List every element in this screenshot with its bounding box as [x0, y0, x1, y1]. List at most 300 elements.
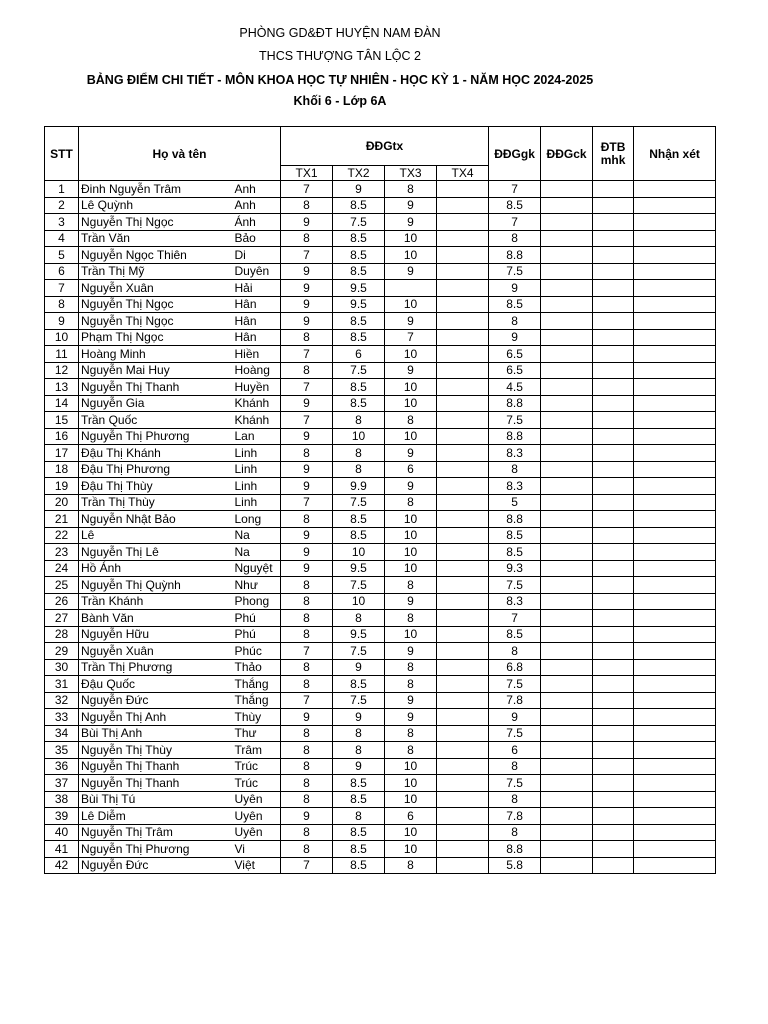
tx4-cell: [437, 511, 489, 528]
table-row: [45, 313, 716, 330]
table-row: [45, 610, 716, 627]
given-name-cell: Di: [233, 247, 281, 264]
surname-cell: Nguyễn Thị Ngọc: [79, 313, 233, 330]
tx2-cell: 10: [333, 593, 385, 610]
surname-cell: Nguyễn Gia: [79, 395, 233, 412]
surname-cell: Nguyễn Hữu: [79, 626, 233, 643]
tx3-cell: 8: [385, 181, 437, 198]
tx2-cell: 10: [333, 428, 385, 445]
ddggk-cell: 8: [489, 643, 541, 660]
tx4-cell: [437, 659, 489, 676]
tx1-cell: 8: [281, 758, 333, 775]
table-row: [45, 461, 716, 478]
tx3-cell: 6: [385, 808, 437, 825]
ddgck-cell: [541, 247, 593, 264]
tx1-cell: 8: [281, 445, 333, 462]
dtb-cell: [593, 313, 634, 330]
ddgck-cell: [541, 478, 593, 495]
given-name-cell: Anh: [233, 181, 281, 198]
tx3-cell: 8: [385, 659, 437, 676]
tx4-cell: [437, 395, 489, 412]
stt-cell: 1: [45, 181, 79, 198]
tx4-cell: [437, 824, 489, 841]
header-tx4: TX4: [437, 166, 489, 181]
stt-cell: 16: [45, 428, 79, 445]
tx2-cell: 7.5: [333, 214, 385, 231]
tx4-cell: [437, 247, 489, 264]
header-tx2: TX2: [333, 166, 385, 181]
ddggk-cell: 8: [489, 461, 541, 478]
table-row: [45, 527, 716, 544]
ddgck-cell: [541, 346, 593, 363]
note-cell: [634, 857, 716, 874]
dtb-cell: [593, 824, 634, 841]
stt-cell: 12: [45, 362, 79, 379]
dtb-cell: [593, 544, 634, 561]
tx2-cell: 7.5: [333, 577, 385, 594]
surname-cell: Đậu Thị Phương: [79, 461, 233, 478]
ddggk-cell: 6: [489, 742, 541, 759]
ddggk-cell: 6.8: [489, 659, 541, 676]
header-tx1: TX1: [281, 166, 333, 181]
tx3-cell: 7: [385, 329, 437, 346]
stt-cell: 14: [45, 395, 79, 412]
note-cell: [634, 263, 716, 280]
ddgck-cell: [541, 725, 593, 742]
ddggk-cell: 9: [489, 280, 541, 297]
ddgck-cell: [541, 742, 593, 759]
note-cell: [634, 560, 716, 577]
tx3-cell: 10: [385, 395, 437, 412]
table-row: [45, 329, 716, 346]
tx2-cell: 8.5: [333, 511, 385, 528]
tx3-cell: 10: [385, 511, 437, 528]
tx3-cell: 10: [385, 527, 437, 544]
ddgck-cell: [541, 197, 593, 214]
tx3-cell: 9: [385, 478, 437, 495]
stt-cell: 41: [45, 841, 79, 858]
ddggk-cell: 8.5: [489, 544, 541, 561]
ddggk-cell: 8.8: [489, 395, 541, 412]
tx4-cell: [437, 610, 489, 627]
table-row: [45, 544, 716, 561]
tx2-cell: 8: [333, 742, 385, 759]
ddggk-cell: 8.3: [489, 593, 541, 610]
surname-cell: Nguyễn Thị Thanh: [79, 758, 233, 775]
tx4-cell: [437, 296, 489, 313]
table-row: [45, 577, 716, 594]
stt-cell: 23: [45, 544, 79, 561]
tx3-cell: 10: [385, 791, 437, 808]
ddgck-cell: [541, 395, 593, 412]
tx3-cell: 10: [385, 346, 437, 363]
tx4-cell: [437, 857, 489, 874]
dtb-cell: [593, 247, 634, 264]
stt-cell: 5: [45, 247, 79, 264]
ddgck-cell: [541, 659, 593, 676]
tx3-cell: 10: [385, 544, 437, 561]
tx4-cell: [437, 643, 489, 660]
tx1-cell: 9: [281, 461, 333, 478]
stt-cell: 10: [45, 329, 79, 346]
tx1-cell: 9: [281, 263, 333, 280]
given-name-cell: Uyên: [233, 808, 281, 825]
note-cell: [634, 742, 716, 759]
surname-cell: Phạm Thị Ngọc: [79, 329, 233, 346]
note-cell: [634, 527, 716, 544]
tx1-cell: 8: [281, 676, 333, 693]
tx2-cell: 8.5: [333, 824, 385, 841]
table-row: [45, 824, 716, 841]
given-name-cell: Vi: [233, 841, 281, 858]
dtb-cell: [593, 478, 634, 495]
ddggk-cell: 7.8: [489, 692, 541, 709]
surname-cell: Bùi Thị Anh: [79, 725, 233, 742]
ddggk-cell: 7: [489, 181, 541, 198]
given-name-cell: Nguyệt: [233, 560, 281, 577]
given-name-cell: Linh: [233, 461, 281, 478]
tx2-cell: 9.5: [333, 560, 385, 577]
given-name-cell: Na: [233, 544, 281, 561]
ddgck-cell: [541, 181, 593, 198]
dtb-cell: [593, 263, 634, 280]
tx4-cell: [437, 742, 489, 759]
given-name-cell: Na: [233, 527, 281, 544]
note-cell: [634, 329, 716, 346]
surname-cell: Nguyễn Nhật Bảo: [79, 511, 233, 528]
given-name-cell: Thảo: [233, 659, 281, 676]
stt-cell: 28: [45, 626, 79, 643]
ddggk-cell: 7.5: [489, 676, 541, 693]
tx3-cell: 10: [385, 824, 437, 841]
stt-cell: 37: [45, 775, 79, 792]
stt-cell: 13: [45, 379, 79, 396]
tx4-cell: [437, 478, 489, 495]
ddggk-cell: 8.5: [489, 197, 541, 214]
dtb-cell: [593, 412, 634, 429]
ddggk-cell: 8.8: [489, 841, 541, 858]
tx3-cell: 9: [385, 197, 437, 214]
given-name-cell: Uyên: [233, 824, 281, 841]
tx4-cell: [437, 692, 489, 709]
given-name-cell: Hải: [233, 280, 281, 297]
ddggk-cell: 5.8: [489, 857, 541, 874]
ddggk-cell: 8.5: [489, 626, 541, 643]
given-name-cell: Linh: [233, 494, 281, 511]
ddgck-cell: [541, 791, 593, 808]
header-ddgck: ĐĐGck: [541, 127, 593, 181]
ddgck-cell: [541, 461, 593, 478]
tx2-cell: 7.5: [333, 643, 385, 660]
tx1-cell: 8: [281, 725, 333, 742]
tx1-cell: 9: [281, 280, 333, 297]
tx4-cell: [437, 461, 489, 478]
note-cell: [634, 643, 716, 660]
given-name-cell: Long: [233, 511, 281, 528]
ddggk-cell: 8: [489, 230, 541, 247]
tx1-cell: 7: [281, 494, 333, 511]
surname-cell: Trần Thị Mỹ: [79, 263, 233, 280]
table-row: [45, 263, 716, 280]
ddgck-cell: [541, 313, 593, 330]
surname-cell: Nguyễn Thị Trâm: [79, 824, 233, 841]
tx3-cell: 10: [385, 560, 437, 577]
given-name-cell: Phong: [233, 593, 281, 610]
dtb-cell: [593, 758, 634, 775]
ddgck-cell: [541, 626, 593, 643]
tx4-cell: [437, 346, 489, 363]
tx2-cell: 8.5: [333, 313, 385, 330]
dtb-cell: [593, 808, 634, 825]
ddgck-cell: [541, 296, 593, 313]
ddggk-cell: 8: [489, 791, 541, 808]
tx2-cell: 8.5: [333, 791, 385, 808]
tx1-cell: 8: [281, 511, 333, 528]
header-dtb: ĐTB mhk: [593, 127, 634, 181]
table-row: [45, 758, 716, 775]
table-row: [45, 280, 716, 297]
stt-cell: 4: [45, 230, 79, 247]
given-name-cell: Phúc: [233, 643, 281, 660]
stt-cell: 38: [45, 791, 79, 808]
ddggk-cell: 7.5: [489, 263, 541, 280]
dtb-cell: [593, 379, 634, 396]
stt-cell: 6: [45, 263, 79, 280]
surname-cell: Trần Quốc: [79, 412, 233, 429]
given-name-cell: Trúc: [233, 775, 281, 792]
dtb-cell: [593, 296, 634, 313]
ddggk-cell: 7.5: [489, 775, 541, 792]
tx2-cell: 8.5: [333, 263, 385, 280]
stt-cell: 27: [45, 610, 79, 627]
table-row: [45, 346, 716, 363]
ddggk-cell: 8.5: [489, 527, 541, 544]
stt-cell: 7: [45, 280, 79, 297]
ddgck-cell: [541, 643, 593, 660]
table-row: [45, 445, 716, 462]
tx3-cell: 8: [385, 412, 437, 429]
ddggk-cell: 7: [489, 610, 541, 627]
stt-cell: 9: [45, 313, 79, 330]
ddgck-cell: [541, 577, 593, 594]
stt-cell: 35: [45, 742, 79, 759]
note-cell: [634, 395, 716, 412]
given-name-cell: Thư: [233, 725, 281, 742]
dtb-cell: [593, 280, 634, 297]
stt-cell: 22: [45, 527, 79, 544]
tx2-cell: 9: [333, 709, 385, 726]
dtb-cell: [593, 197, 634, 214]
surname-cell: Nguyễn Mai Huy: [79, 362, 233, 379]
table-row: [45, 659, 716, 676]
ddgck-cell: [541, 593, 593, 610]
note-cell: [634, 445, 716, 462]
note-cell: [634, 791, 716, 808]
department-name: PHÒNG GD&ĐT HUYỆN NAM ĐÀN: [239, 26, 441, 40]
ddggk-cell: 7.5: [489, 725, 541, 742]
given-name-cell: Anh: [233, 197, 281, 214]
note-cell: [634, 725, 716, 742]
tx4-cell: [437, 181, 489, 198]
header-tx3: TX3: [385, 166, 437, 181]
stt-cell: 40: [45, 824, 79, 841]
stt-cell: 32: [45, 692, 79, 709]
ddggk-cell: 7.5: [489, 577, 541, 594]
tx1-cell: 7: [281, 857, 333, 874]
tx3-cell: 9: [385, 263, 437, 280]
ddgck-cell: [541, 610, 593, 627]
ddgck-cell: [541, 412, 593, 429]
given-name-cell: Trúc: [233, 758, 281, 775]
given-name-cell: Bảo: [233, 230, 281, 247]
tx3-cell: 10: [385, 626, 437, 643]
stt-cell: 20: [45, 494, 79, 511]
tx4-cell: [437, 494, 489, 511]
tx1-cell: 7: [281, 379, 333, 396]
table-row: [45, 692, 716, 709]
stt-cell: 17: [45, 445, 79, 462]
note-cell: [634, 230, 716, 247]
table-row: [45, 511, 716, 528]
tx3-cell: 10: [385, 379, 437, 396]
given-name-cell: Hân: [233, 313, 281, 330]
surname-cell: Hồ Ánh: [79, 560, 233, 577]
table-row: [45, 775, 716, 792]
school-name: THCS THƯỢNG TÂN LỘC 2: [259, 49, 421, 63]
table-row: [45, 412, 716, 429]
surname-cell: Nguyễn Thị Thanh: [79, 775, 233, 792]
tx3-cell: 8: [385, 610, 437, 627]
surname-cell: Đậu Quốc: [79, 676, 233, 693]
note-cell: [634, 247, 716, 264]
tx3-cell: 9: [385, 214, 437, 231]
surname-cell: Bùi Thị Tú: [79, 791, 233, 808]
table-row: [45, 742, 716, 759]
ddggk-cell: 8.8: [489, 247, 541, 264]
stt-cell: 2: [45, 197, 79, 214]
tx2-cell: 8.5: [333, 197, 385, 214]
tx1-cell: 8: [281, 659, 333, 676]
given-name-cell: Thùy: [233, 709, 281, 726]
given-name-cell: Uyên: [233, 791, 281, 808]
ddgck-cell: [541, 329, 593, 346]
tx4-cell: [437, 280, 489, 297]
table-row: [45, 181, 716, 198]
header-note: Nhận xét: [634, 127, 716, 181]
surname-cell: Trần Văn: [79, 230, 233, 247]
table-row: [45, 626, 716, 643]
note-cell: [634, 544, 716, 561]
dtb-cell: [593, 346, 634, 363]
note-cell: [634, 676, 716, 693]
note-cell: [634, 626, 716, 643]
given-name-cell: Lan: [233, 428, 281, 445]
surname-cell: Nguyễn Ngọc Thiên: [79, 247, 233, 264]
ddgck-cell: [541, 527, 593, 544]
tx4-cell: [437, 593, 489, 610]
given-name-cell: Huyền: [233, 379, 281, 396]
tx1-cell: 9: [281, 527, 333, 544]
report-title: BẢNG ĐIỂM CHI TIẾT - MÔN KHOA HỌC TỰ NHIÊN - HỌC KỲ 1 - NĂM HỌC 2024-2025: [86, 73, 594, 87]
tx4-cell: [437, 791, 489, 808]
surname-cell: Nguyễn Thị Thùy: [79, 742, 233, 759]
ddggk-cell: 6.5: [489, 362, 541, 379]
dtb-cell: [593, 560, 634, 577]
dtb-cell: [593, 775, 634, 792]
tx1-cell: 9: [281, 560, 333, 577]
dtb-cell: [593, 329, 634, 346]
surname-cell: Lê Quỳnh: [79, 197, 233, 214]
stt-cell: 8: [45, 296, 79, 313]
dtb-cell: [593, 511, 634, 528]
tx4-cell: [437, 412, 489, 429]
stt-cell: 11: [45, 346, 79, 363]
table-row: [45, 676, 716, 693]
given-name-cell: Thắng: [233, 676, 281, 693]
note-cell: [634, 346, 716, 363]
ddgck-cell: [541, 709, 593, 726]
given-name-cell: Như: [233, 577, 281, 594]
tx1-cell: 8: [281, 626, 333, 643]
grade-table-body: [45, 181, 716, 874]
dtb-cell: [593, 181, 634, 198]
table-row: [45, 247, 716, 264]
tx2-cell: 9.5: [333, 296, 385, 313]
tx1-cell: 9: [281, 808, 333, 825]
dtb-cell: [593, 461, 634, 478]
tx2-cell: 8.5: [333, 527, 385, 544]
surname-cell: Nguyễn Thị Lê: [79, 544, 233, 561]
tx2-cell: 8.5: [333, 841, 385, 858]
tx3-cell: 9: [385, 709, 437, 726]
tx4-cell: [437, 626, 489, 643]
tx1-cell: 8: [281, 791, 333, 808]
tx2-cell: 8: [333, 808, 385, 825]
ddggk-cell: 8.3: [489, 445, 541, 462]
surname-cell: Nguyễn Đức: [79, 857, 233, 874]
given-name-cell: Linh: [233, 478, 281, 495]
stt-cell: 34: [45, 725, 79, 742]
tx2-cell: 8: [333, 412, 385, 429]
tx2-cell: 8.5: [333, 247, 385, 264]
ddgck-cell: [541, 214, 593, 231]
note-cell: [634, 824, 716, 841]
ddggk-cell: 8: [489, 313, 541, 330]
stt-cell: 39: [45, 808, 79, 825]
tx3-cell: 8: [385, 494, 437, 511]
table-row: [45, 643, 716, 660]
class-label: Khối 6 - Lớp 6A: [293, 94, 387, 108]
note-cell: [634, 758, 716, 775]
ddggk-cell: 9: [489, 709, 541, 726]
surname-cell: Hoàng Minh: [79, 346, 233, 363]
ddgck-cell: [541, 775, 593, 792]
tx2-cell: 9: [333, 659, 385, 676]
note-cell: [634, 379, 716, 396]
tx2-cell: 8.5: [333, 395, 385, 412]
tx1-cell: 8: [281, 230, 333, 247]
tx1-cell: 8: [281, 577, 333, 594]
stt-cell: 21: [45, 511, 79, 528]
ddgck-cell: [541, 857, 593, 874]
note-cell: [634, 841, 716, 858]
tx1-cell: 7: [281, 247, 333, 264]
note-cell: [634, 428, 716, 445]
given-name-cell: Thắng: [233, 692, 281, 709]
stt-cell: 19: [45, 478, 79, 495]
dtb-cell: [593, 445, 634, 462]
tx2-cell: 7.5: [333, 692, 385, 709]
